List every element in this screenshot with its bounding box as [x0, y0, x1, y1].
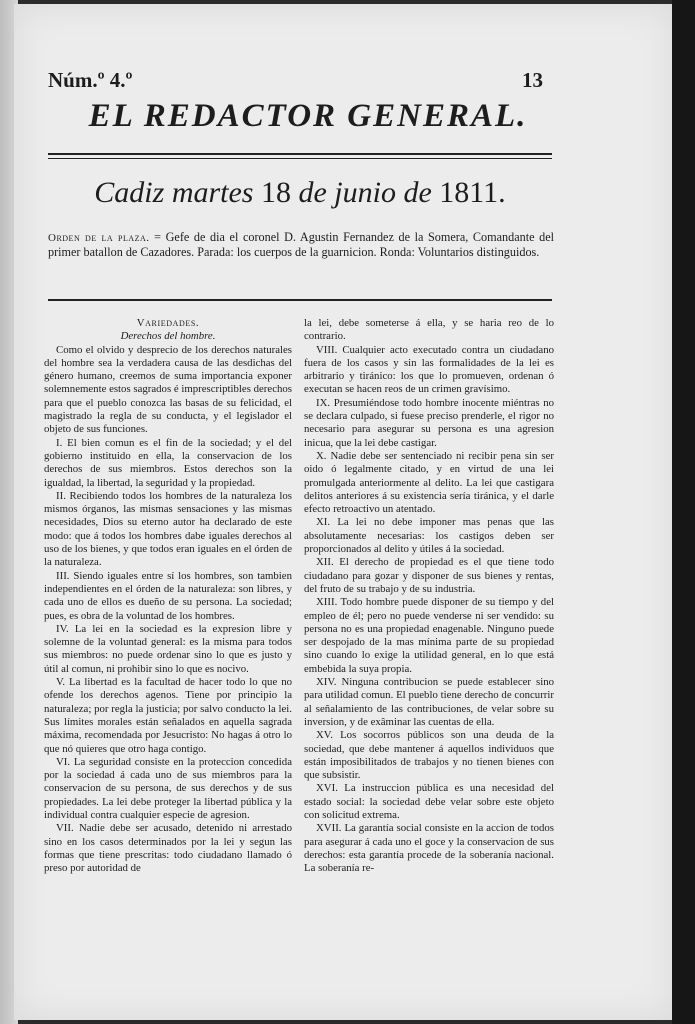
date-day: 18 — [260, 176, 291, 209]
date-month: de junio de — [298, 176, 432, 209]
issue-number: Núm.º 4.º — [48, 68, 133, 92]
article-column-1 — [44, 317, 292, 875]
paragraph: II. Recibiendo todos los hombres de la naturaleza los mismos órganos, las mismas sensaciones y las mismas necesidades, Dios su eterno autor ha declarado de este modo: que á todos los hombres dabe iguales derechos al uso de los bienes, y que todos eran iguales en el órden de la naturaleza. — [44, 489, 292, 569]
paragraph: la lei, debe someterse á ella, y se haria reo de lo contrario. — [304, 317, 554, 343]
section-divider — [48, 299, 552, 301]
article-column-2 — [304, 317, 554, 875]
date-place: Cadiz martes — [94, 176, 254, 209]
article-subtitle: Derechos del hombre. — [120, 330, 216, 343]
paragraph: VIII. Cualquier acto executado contra un ciudadano fuera de los casos y sin las formalidades de la lei es arbitrario y tiránico: los que lo promueven, ordenan ó executan se hacen reos de un crimen gravísimo. — [304, 343, 554, 396]
paragraph: XVII. La garantía social consiste en la accion de todos para asegurar á cada uno el goce y la conservacion de sus derechos: esta garantía procede de la soberanía nacional. La soberanía re- — [304, 822, 554, 875]
paragraph: XIII. Todo hombre puede disponer de su tiempo y del empleo de él; pero no puede venderse ni ser vendido: su persona no es una propiedad enagenable. Ninguno puede ser despojado de la mas mínima parte de su propiedad sino cuando lo exige la utilidad general, en lo que está embebida la suya propia. — [304, 596, 554, 675]
page-number: 13 — [522, 68, 543, 92]
scan-edge — [672, 0, 695, 1024]
dateline — [48, 176, 552, 210]
orden-de-la-plaza — [48, 230, 554, 259]
paragraph: XIV. Ninguna contribucion se puede establecer sino para utilidad comun. El pueblo tiene derecho de concurrir al señalamiento de las contribuciones, de velar sobre su inversion, y de exâminar las cuentas de ella. — [304, 676, 554, 728]
section-heading: Variedades. — [136, 317, 200, 329]
paragraph: X. Nadie debe ser sentenciado ni recibir pena sin ser oido ó legalmente citado, y en virtud de una lei promulgada anteriormente al delito. La lei que castigara delitos anteriores á su existencia sería tiránica, y el darle efecto retroactivo un atentado. — [304, 449, 554, 516]
paragraph: III. Siendo iguales entre sí los hombres, son tambien independientes en el órden de la naturaleza: son libres, y cada uno de ellos es dueño de su persona. La sociedad; pues, es obra de la voluntad de los hombres. — [44, 569, 292, 622]
orden-label: Orden de la plaza. — [48, 232, 150, 244]
paragraph: XI. La lei no debe imponer mas penas que las absolutamente necesarias: los castigos deben ser proporcionados al delito y útiles á la sociedad. — [304, 516, 554, 556]
paragraph: V. La libertad es la facultad de hacer todo lo que no ofende los derechos agenos. Tiene por principio la naturaleza; por regla la justicia; por salvo conducto la lei. Sus límites morales están señalados en aquella sagrada máxima, recomendada por Jesucristo: No hagas á otro lo que nó quieres que otro haga contigo. — [44, 676, 292, 755]
paragraph: XII. El derecho de propiedad es el que tiene todo ciudadano para gozar y disponer de sus bienes y rentas, del fruto de su trabajo y de su industria. — [304, 556, 554, 595]
paragraph: Como el olvido y desprecio de los derechos naturales del hombre sea la verdadera causa de las desdichas del género humano, creemos de suma importancia exponer solemnemente estos sagrados é imprescriptibles derechos para que el pueblo conozca las basas de su felicidad, el magistrado la regla de su conducta, y el legislador el objeto de sus funciones. — [44, 343, 292, 436]
masthead-title: EL REDACTOR GENERAL. — [88, 98, 528, 134]
paragraph: XVI. La instruccion pública es una necesidad del estado social: la sociedad debe velar sobre este objeto con solicitud extrema. — [304, 782, 554, 821]
masthead-rule-top — [48, 153, 552, 155]
paragraph: XV. Los socorros públicos son una deuda de la sociedad, que debe mantener á aquellos individuos que están imposibilitados de trabajos y no tienen bienes con que subsistir. — [304, 729, 554, 782]
paragraph: I. El bien comun es el fin de la sociedad; y el del gobierno instituido en ella, la conservacion de los derechos de sus miembros. Estos derechos son la igualdad, la libertad, la seguridad y la propiedad. — [44, 436, 292, 489]
masthead-rule-bottom — [48, 158, 552, 159]
paragraph: IX. Presumiéndose todo hombre inocente miéntras no se declara culpado, si fuese preciso prenderle, el rigor no necesario para asegurar su persona es una agresion inicua, que la lei debe castigar. — [304, 396, 554, 449]
date-year: 1811. — [439, 176, 506, 209]
paragraph: VI. La seguridad consiste en la proteccion concedida por la sociedad á cada uno de sus miembros para la conservacion de su persona, de sus derechos y de sus propiedades. La lei debe proteger la libertad pública y la individual contra cualquier especie de agresion. — [44, 755, 292, 821]
orden-text: = Gefe de dia el coronel D. Agustin Fernandez de la Somera, Comandante del primer batallon de Cazadores. Parada: los cuerpos de la guarnicion. Ronda: Voluntarios distinguidos. — [48, 230, 555, 259]
paragraph: VII. Nadie debe ser acusado, detenido ni arrestado sino en los casos determinados por la lei y segun las formas que tiene prescritas: todo ciudadano llamado ó preso por autoridad de — [44, 822, 292, 875]
paragraph: IV. La lei en la sociedad es la expresion libre y solemne de la voluntad general: es la misma para todos sus miembros: no puede ordenar sino lo que es justo y útil al comun, ni prohibir sino lo que es nocivo. — [44, 622, 292, 675]
